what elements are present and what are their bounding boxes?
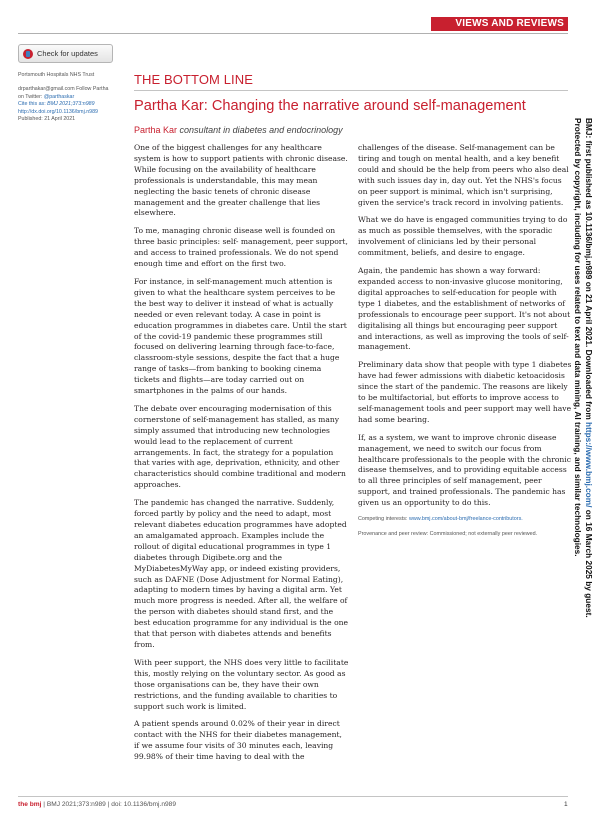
affiliation: Portsmouth Hospitals NHS Trust [18, 72, 95, 78]
doi-link[interactable]: http://dx.doi.org/10.1136/bmj.n989 [18, 108, 98, 115]
author-name: Partha Kar [134, 125, 178, 135]
download-notice [572, 118, 594, 618]
bmj-site-link[interactable]: https://www.bmj.com/ [584, 422, 594, 508]
cite-value: BMJ 2021;373:n989 [47, 101, 95, 108]
cite-line [18, 101, 118, 109]
cite-prefix: Cite this as: [18, 101, 48, 108]
paragraph: For instance, in self-management much attention is given to what the healthcare system perceives to be the best way to deliver it instead of what is actually needed or even relevant today. A case in point is education programmes in diabetes care. Until the start of the covid-19 pandemic these programmes still focused on delivering learning through face-to-face, classroom-style sessions, despite the fact that a huge range of tasks—from banking to booking cinema tickets and flights—are today carried out on smartphones in the palms of our hands. [134, 276, 347, 396]
paragraph: The debate over encouraging modernisation of this cornerstone of self-management has stalled, as many simply assumed that introducing new technologies would lead to the replacement of current arrangements. In fact, the strategy for a population that varies with age, deprivation, ethnicity, and other characteristics should combine traditional and modern approaches. [134, 403, 346, 490]
download-notice-line1 [583, 118, 594, 618]
paragraph: Again, the pandemic has shown a way forward: expanded access to non-invasive glucose monitoring, digital approaches to self-education for people with type 1 diabetes, and the establishment of networks of professionals to encourage peer support. It's not about digitalising all things but encouraging peer support and interactions, as well as improving the tools of self-management. [358, 266, 571, 352]
paragraph: With peer support, the NHS does very little to facilitate this, mostly relying on the voluntary sector. As good as those organisations can be, they have their own restrictions, and the funding available to charities to support such work is limited. [134, 657, 349, 711]
article-title: Partha Kar: Changing the narrative around self-management [134, 98, 526, 114]
author-role: consultant in diabetes and endocrinology [179, 125, 343, 135]
provenance-note: Provenance and peer review: Commissioned; not externally peer reviewed. [358, 530, 538, 537]
notice-part1: BMJ: first published as 10.1136/bmj.n989 on 21 April 2021. Downloaded from [584, 118, 594, 422]
footer-text: | BMJ 2021;373:n989 | doi: 10.1136/bmj.n989 [41, 801, 176, 808]
competing-prefix: Competing interests: [358, 516, 409, 523]
paragraph: challenges of the disease. Self-management can be tiring and tough on mental health, and a key benefit could and should be the help from peers who also deal with such issues day in, day out. Yet the NHS's focus on peer support is minimal, which isn't surprising, given the service's track record in involving patients. [358, 143, 569, 207]
footer-citation [18, 801, 176, 808]
notice-part2: on 16 March 2025 by guest. [584, 507, 594, 618]
paragraph: If, as a system, we want to improve chronic disease management, we need to switch our focus from healthcare professionals to the people with the chronic disease themselves, and to providing equitable access to all three principles of self management, peer support, and trained professionals. The pandemic has given us an opportunity to do this. [358, 432, 571, 508]
author-contact [18, 86, 118, 124]
paragraph: One of the biggest challenges for any healthcare system is how to support patients with chronic disease. While focusing on the availability of healthcare professionals is understandable, this may mean neglecting the basic tenets of chronic disease management and the greater challenge that lies elsewhere. [134, 143, 348, 218]
footer-divider [18, 796, 568, 797]
top-divider [18, 33, 568, 34]
crossmark-icon [23, 49, 33, 59]
competing-interests [358, 516, 573, 524]
journal-logo: the bmj [18, 801, 42, 808]
byline [134, 125, 343, 135]
twitter-line [18, 94, 118, 102]
twitter-prefix: on Twitter: [18, 93, 44, 100]
paragraph: Preliminary data show that people with type 1 diabetes have had fewer admissions with diabetic ketoacidosis since the start of the pandemic. The reasons are likely to be multifactorial, but efforts to improve access to self-management tools and peer support may well have had some bearing. [358, 360, 572, 424]
paragraph: The pandemic has changed the narrative. Suddenly, forced partly by policy and the need to adapt, most relevant diabetes education programmes have adopted an amalgamated approach. Examples include the rollout of digital educational programmes in type 1 diabetes through Digibete.org and the MyDiabetesMyWay app, or indeed existing providers, such as DAFNE (Dose Adjustment for Normal Eating), adapting to modern times by having a digital arm. Yet much more progress is needed. After all, the welfare of the person with diabetes should stand first, and the best education programme for any individual is the one that that person with diabetes attends and benefits from. [134, 498, 349, 649]
body-column-right [358, 143, 573, 545]
body-column-left [134, 143, 349, 770]
page-number: 1 [564, 801, 568, 808]
email-line: drparthakar@gmail.com Follow Partha [18, 86, 109, 92]
check-for-updates-button[interactable] [18, 44, 113, 63]
paragraph: What we do have is engaged communities trying to do as much as possible themselves, with the sporadic involvement of clinicians led by their personal commitment, beliefs, and desire to engage. [358, 215, 568, 258]
kicker-divider [134, 90, 568, 91]
twitter-link[interactable]: @parthaskar [43, 93, 75, 100]
competing-link[interactable]: www.bmj.com/about-bmj/freelance-contributors. [408, 516, 523, 523]
download-notice-line2: Protected by copyright, including for uses related to text and data mining, AI training, and similar technologies. [573, 118, 583, 557]
check-for-updates-label: Check for updates [37, 49, 98, 58]
paragraph: A patient spends around 0.02% of their year in direct contact with the NHS for their diabetes management, if we assume four visits of 30 minutes each, leaving 99.98% of their time having to deal with the [134, 719, 342, 762]
paragraph: To me, managing chronic disease well is founded on three basic principles: self- management, peer support, and access to trained professionals. We do not spend enough time and effort on the first two. [134, 226, 348, 269]
section-label: VIEWS AND REVIEWS [431, 17, 568, 31]
published-date: Published: 21 April 2021 [18, 116, 76, 123]
article-kicker: THE BOTTOM LINE [134, 72, 253, 87]
